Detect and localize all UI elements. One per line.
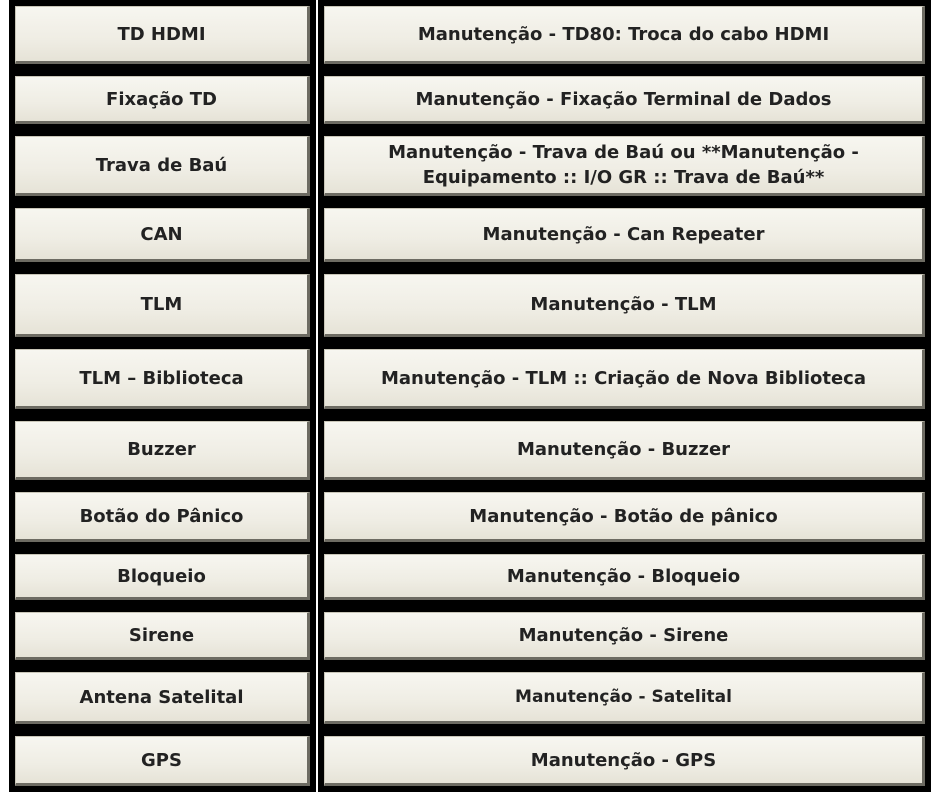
procedure-link[interactable]: Manutenção - Sirene	[324, 612, 925, 660]
procedure-cell	[318, 343, 931, 415]
table-row	[0, 548, 940, 606]
procedure-link[interactable]: Manutenção - Trava de Baú ou **Manutenção - Equipamento :: I/O GR :: Trava de Baú**	[324, 136, 925, 196]
procedure-cell	[318, 486, 931, 548]
item-cell	[9, 666, 316, 730]
item-cell	[9, 606, 316, 666]
item-cell	[9, 130, 316, 202]
item-cell	[9, 548, 316, 606]
table-row	[0, 70, 940, 130]
item-cell	[9, 415, 316, 486]
item-button[interactable]: Bloqueio	[15, 554, 310, 600]
procedure-link[interactable]: Manutenção - TD80: Troca do cabo HDMI	[324, 6, 925, 64]
table-row	[0, 268, 940, 343]
table-row	[0, 606, 940, 666]
procedure-cell	[318, 606, 931, 666]
item-cell	[9, 730, 316, 792]
table-row	[0, 202, 940, 268]
table-row	[0, 130, 940, 202]
item-button[interactable]: TD HDMI	[15, 6, 310, 64]
procedure-link[interactable]: Manutenção - Botão de pânico	[324, 492, 925, 542]
item-button[interactable]: TLM	[15, 274, 310, 337]
procedure-cell	[318, 0, 931, 70]
procedure-cell	[318, 70, 931, 130]
procedure-cell	[318, 268, 931, 343]
item-button[interactable]: Buzzer	[15, 421, 310, 480]
table-row	[0, 343, 940, 415]
item-button[interactable]: Antena Satelital	[15, 672, 310, 724]
item-cell	[9, 268, 316, 343]
item-cell	[9, 70, 316, 130]
procedure-link[interactable]: Manutenção - GPS	[324, 736, 925, 786]
table-row	[0, 666, 940, 730]
procedure-cell	[318, 548, 931, 606]
procedure-link[interactable]: Manutenção - TLM	[324, 274, 925, 337]
item-cell	[9, 343, 316, 415]
procedure-cell	[318, 202, 931, 268]
item-cell	[9, 202, 316, 268]
procedure-link[interactable]: Manutenção - Can Repeater	[324, 208, 925, 262]
table-row	[0, 415, 940, 486]
procedure-cell	[318, 730, 931, 792]
item-button[interactable]: TLM – Biblioteca	[15, 349, 310, 409]
procedure-link[interactable]: Manutenção - Buzzer	[324, 421, 925, 480]
item-button[interactable]: Trava de Baú	[15, 136, 310, 196]
procedure-cell	[318, 130, 931, 202]
item-button[interactable]: CAN	[15, 208, 310, 262]
procedure-cell	[318, 666, 931, 730]
procedure-link[interactable]: Manutenção - Satelital	[324, 672, 925, 724]
table-row	[0, 486, 940, 548]
procedure-cell	[318, 415, 931, 486]
item-cell	[9, 486, 316, 548]
item-button[interactable]: GPS	[15, 736, 310, 786]
procedure-link[interactable]: Manutenção - Bloqueio	[324, 554, 925, 600]
table-row	[0, 730, 940, 792]
item-button[interactable]: Sirene	[15, 612, 310, 660]
item-button[interactable]: Fixação TD	[15, 76, 310, 124]
procedure-link[interactable]: Manutenção - Fixação Terminal de Dados	[324, 76, 925, 124]
table-row	[0, 0, 940, 70]
item-button[interactable]: Botão do Pânico	[15, 492, 310, 542]
item-cell	[9, 0, 316, 70]
procedure-link[interactable]: Manutenção - TLM :: Criação de Nova Biblioteca	[324, 349, 925, 409]
